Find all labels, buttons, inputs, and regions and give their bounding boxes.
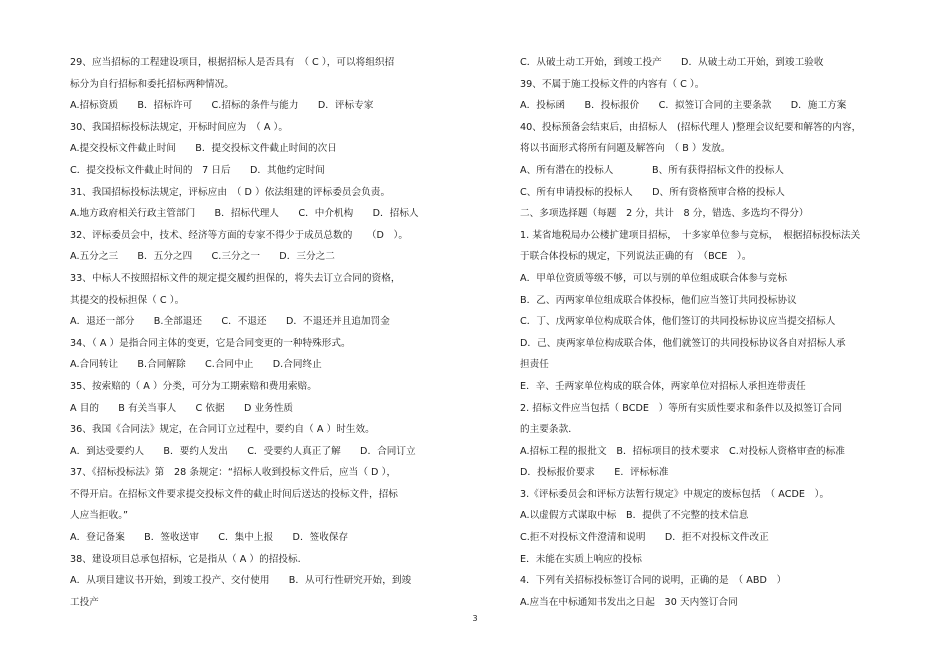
text-line: 33、中标人不按照招标文件的规定提交履约担保的，将失去订立合同的资格， bbox=[70, 272, 401, 284]
page-number: 3 bbox=[472, 614, 478, 623]
text-line: A.招标资质 B．招标许可 C.招标的条件与能力 D．评标专家 bbox=[70, 100, 374, 112]
right-column bbox=[520, 52, 905, 613]
text-line: A.地方政府相关行政主管部门 B．招标代理人 C．中介机构 D．招标人 bbox=[70, 208, 419, 220]
text-line: E．辛、壬两家单位构成的联合体，两家单位对招标人承担连带责任 bbox=[520, 380, 806, 392]
text-line: A．登记备案 B．签收送审 C．集中上报 D．签收保存 bbox=[70, 532, 349, 544]
text-line: 36、我国《合同法》规定，在合同订立过程中，要约自（ A ）时生效。 bbox=[70, 424, 375, 436]
text-line: 35、按索赔的（ A ）分类，可分为工期索赔和费用索赔。 bbox=[70, 380, 317, 392]
text-line: 39、不属于施工投标文件的内容有（ C ）。 bbox=[520, 78, 705, 90]
text-line: 其提交的投标担保（ C ）。 bbox=[70, 294, 185, 306]
text-line: 将以书面形式将所有问题及解答向 （ B ）发放。 bbox=[520, 143, 731, 155]
text-line: 于联合体投标的规定，下列说法正确的有 （BCE ）。 bbox=[520, 251, 752, 263]
text-line: C．从破土动工开始，到竣工投产 D．从破土动工开始，到竣工验收 bbox=[520, 57, 824, 68]
text-line: E．未能在实质上响应的投标 bbox=[520, 553, 642, 565]
text-line: 的主要条款． bbox=[520, 424, 578, 436]
text-line: C．丁、戊两家单位构成联合体，他们签订的共同投标协议应当提交招标人 bbox=[520, 316, 836, 328]
text-line: A.以虚假方式谋取中标 B．提供了不完整的技术信息 bbox=[520, 510, 749, 522]
text-line: 标分为自行招标和委托招标两种情况。 bbox=[70, 78, 234, 90]
text-line: 4．下列有关招标投标签订合同的说明，正确的是 （ ABD ） bbox=[520, 575, 787, 587]
text-line: A、所有潜在的投标人 B、所有获得招标文件的投标人 bbox=[520, 164, 784, 176]
text-line: 工投产 bbox=[70, 596, 99, 608]
text-line: C.拒不对投标文件澄清和说明 D．拒不对投标文件改正 bbox=[520, 532, 769, 544]
text-line: A.应当在中标通知书发出之日起 30 天内签订合同 bbox=[520, 596, 738, 608]
text-line: C、所有申请投标的投标人 D、所有资格预审合格的投标人 bbox=[520, 186, 785, 198]
text-line: 2. 招标文件应当包括（ BCDE ）等所有实质性要求和条件以及拟签订合同 bbox=[520, 402, 842, 414]
text-line: 40、投标预备会结束后，由招标人 (招标代理人 )整理会议纪要和解答的内容， bbox=[520, 121, 862, 133]
text-line: A.合同转让 B.合同解除 C.合同中止 D.合同终止 bbox=[70, 359, 322, 371]
text-line: D．投标报价要求 E．评标标准 bbox=[520, 467, 669, 479]
text-line: C．提交投标文件截止时间的 7 日后 D．其他约定时间 bbox=[70, 164, 325, 176]
text-line: B．乙、丙两家单位组成联合体投标，他们应当签订共同投标协议 bbox=[520, 294, 797, 306]
text-line: 38、建设项目总承包招标，它是指从（ A ）的招投标. bbox=[70, 553, 301, 565]
text-line: 29、应当招标的工程建设项目，根据招标人是否具有 （ C ），可以将组织招 bbox=[70, 57, 395, 68]
section-heading: 二、多项选择题（每题 2 分，共计 8 分，错选、多选均不得分） bbox=[520, 208, 809, 220]
text-line: A．从项目建议书开始，到竣工投产、交付使用 B．从可行性研究开始，到竣 bbox=[70, 575, 412, 587]
text-line: 3.《评标委员会和评标方法暂行规定》中规定的废标包括 （ ACDE ）。 bbox=[520, 488, 830, 500]
text-line: 担责任 bbox=[520, 359, 549, 371]
text-line: A.提交投标文件截止时间 B．提交投标文件截止时间的次日 bbox=[70, 143, 337, 155]
left-column bbox=[70, 52, 475, 613]
text-line: A.招标工程的报批文 B．招标项目的技术要求 C.对投标人资格审查的标准 bbox=[520, 445, 845, 457]
text-line: A.五分之三 B．五分之四 C.三分之一 D．三分之二 bbox=[70, 251, 335, 263]
text-line: A．投标函 B．投标报价 C．拟签订合同的主要条款 D．施工方案 bbox=[520, 100, 847, 112]
text-line: 1. 某省地税局办公楼扩建项目招标， 十多家单位参与竞标， 根据招标投标法关 bbox=[520, 229, 861, 241]
text-line: 30、我国招标投标法规定，开标时间应为 （ A ）。 bbox=[70, 121, 289, 133]
text-line: A．甲单位资质等级不够，可以与别的单位组成联合体参与竞标 bbox=[520, 272, 787, 284]
text-line: 不得开启。在招标文件要求提交投标文件的截止时间后送达的投标文件，招标 bbox=[70, 488, 398, 500]
text-line: A．退还一部分 B.全部退还 C．不退还 D．不退还并且追加罚金 bbox=[70, 316, 390, 328]
text-line: A．到达受要约人 B．要约人发出 C．受要约人真正了解 D．合同订立 bbox=[70, 445, 416, 457]
text-line: 人应当拒收。” bbox=[70, 510, 129, 522]
text-line: A 目的 B 有关当事人 C 依据 D 业务性质 bbox=[70, 402, 294, 414]
text-line: 32、评标委员会中，技术、经济等方面的专家不得少于成员总数的 （D ）。 bbox=[70, 229, 409, 241]
text-line: 31、我国招标投标法规定，评标应由 （ D ）依法组建的评标委员会负责。 bbox=[70, 186, 391, 198]
text-line: 34、（ A ）是指合同主体的变更，它是合同变更的一种特殊形式。 bbox=[70, 337, 351, 349]
text-line: D．己、庚两家单位构成联合体，他们就签订的共同投标协议各自对招标人承 bbox=[520, 337, 846, 349]
text-line: 37、《招标投标法》第 28 条规定：“招标人收到投标文件后，应当（ D ）， bbox=[70, 467, 397, 479]
